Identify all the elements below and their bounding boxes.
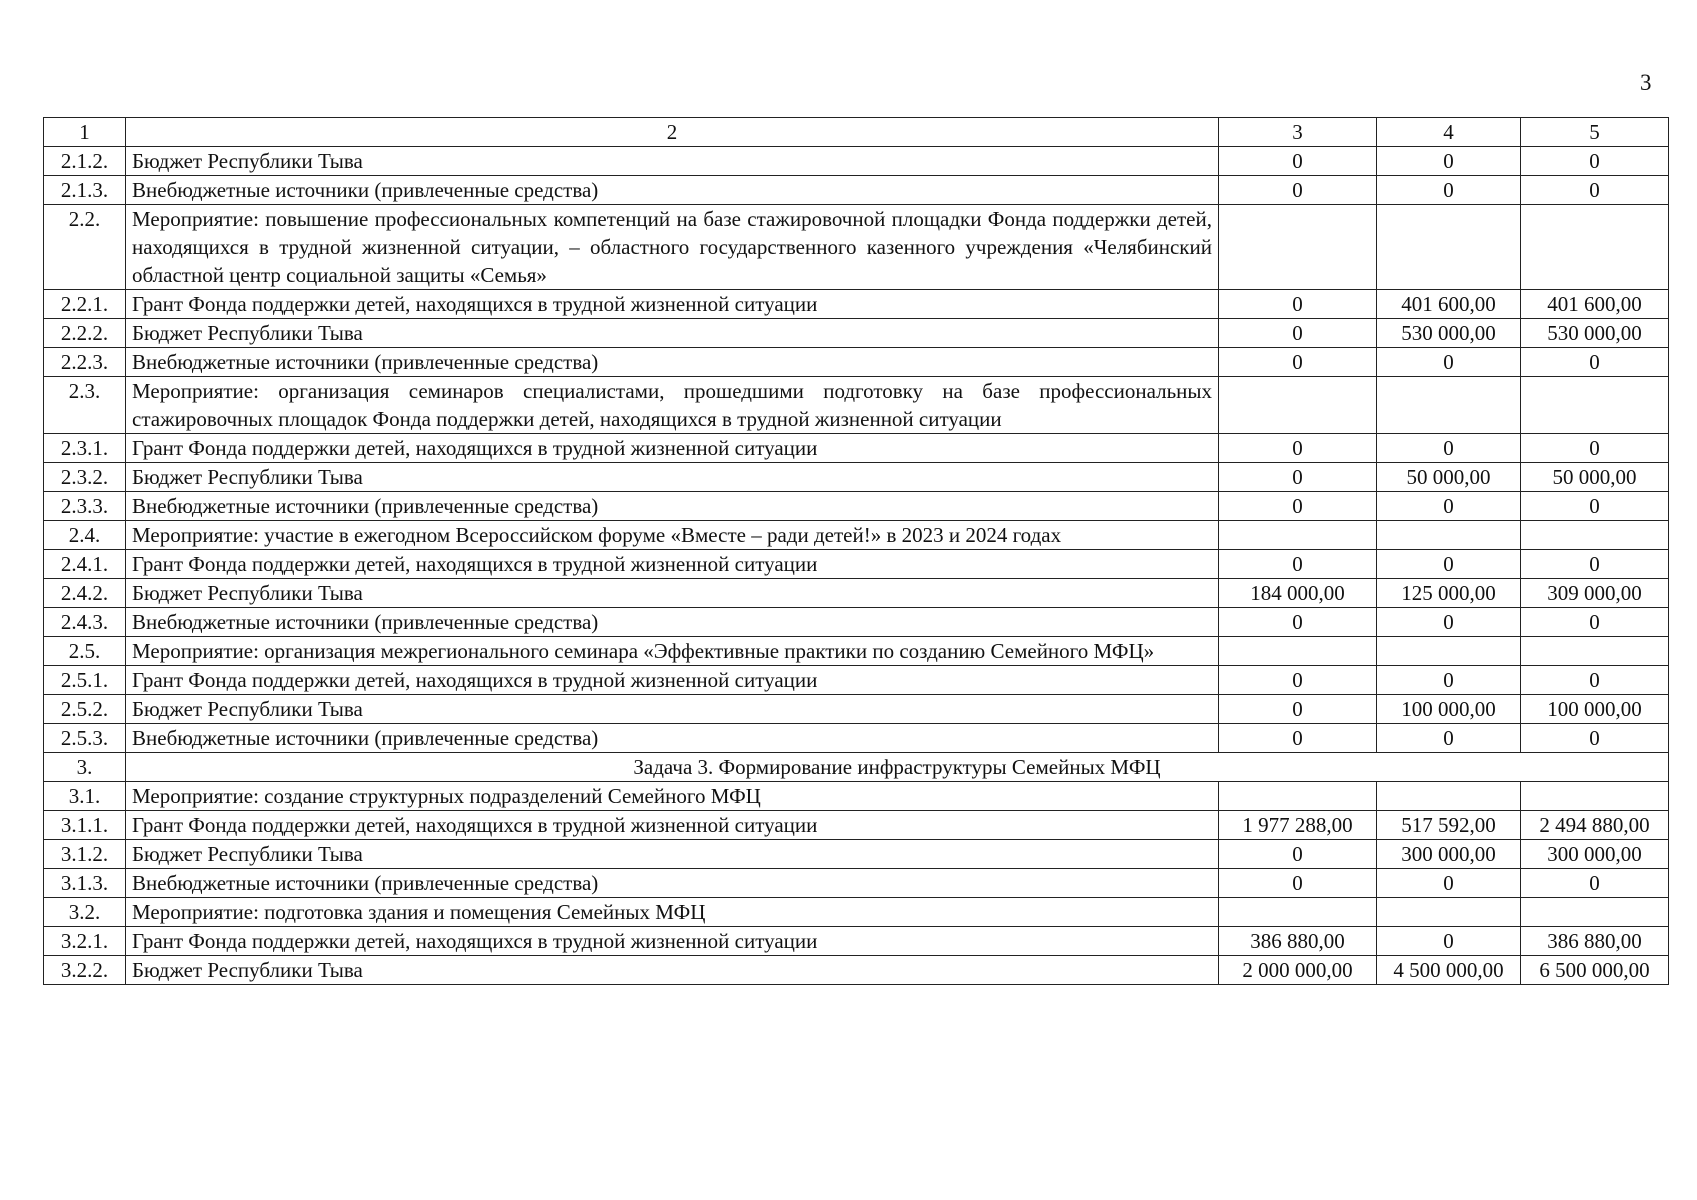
value-col-4: [1377, 205, 1521, 290]
table-row: [44, 434, 1669, 463]
value-col-4: 0: [1377, 608, 1521, 637]
table-row: [44, 176, 1669, 205]
table-row: [44, 927, 1669, 956]
value-col-3: [1219, 782, 1377, 811]
value-col-3: 0: [1219, 319, 1377, 348]
row-description: Грант Фонда поддержки детей, находящихся в трудной жизненной ситуации: [126, 550, 1219, 579]
header-cell-1: 1: [44, 118, 126, 147]
value-col-3: 0: [1219, 290, 1377, 319]
row-number: 2.4.3.: [44, 608, 126, 637]
value-col-5: [1521, 898, 1669, 927]
value-col-5: 0: [1521, 869, 1669, 898]
value-col-5: 309 000,00: [1521, 579, 1669, 608]
value-col-4: 50 000,00: [1377, 463, 1521, 492]
row-number: 3.1.3.: [44, 869, 126, 898]
table-row: [44, 956, 1669, 985]
table-row: [44, 811, 1669, 840]
value-col-4: 0: [1377, 927, 1521, 956]
header-cell-3: 3: [1219, 118, 1377, 147]
value-col-3: [1219, 205, 1377, 290]
value-col-4: 0: [1377, 550, 1521, 579]
value-col-5: 300 000,00: [1521, 840, 1669, 869]
value-col-3: 0: [1219, 434, 1377, 463]
value-col-5: 0: [1521, 608, 1669, 637]
header-cell-5: 5: [1521, 118, 1669, 147]
table-row: [44, 147, 1669, 176]
row-description: Грант Фонда поддержки детей, находящихся в трудной жизненной ситуации: [126, 290, 1219, 319]
table-header-row: [44, 118, 1669, 147]
value-col-5: 100 000,00: [1521, 695, 1669, 724]
value-col-4: 300 000,00: [1377, 840, 1521, 869]
row-number: 3.2.2.: [44, 956, 126, 985]
value-col-4: [1377, 898, 1521, 927]
value-col-4: 4 500 000,00: [1377, 956, 1521, 985]
value-col-3: [1219, 377, 1377, 434]
value-col-5: 530 000,00: [1521, 319, 1669, 348]
row-number: 2.3.2.: [44, 463, 126, 492]
task-heading: Задача 3. Формирование инфраструктуры Семейных МФЦ: [126, 753, 1669, 782]
row-number: 2.5.: [44, 637, 126, 666]
value-col-5: [1521, 521, 1669, 550]
row-description: Грант Фонда поддержки детей, находящихся в трудной жизненной ситуации: [126, 811, 1219, 840]
table-row: [44, 463, 1669, 492]
value-col-3: 184 000,00: [1219, 579, 1377, 608]
row-description: Мероприятие: создание структурных подразделений Семейного МФЦ: [126, 782, 1219, 811]
value-col-5: [1521, 782, 1669, 811]
value-col-4: 0: [1377, 348, 1521, 377]
value-col-3: 386 880,00: [1219, 927, 1377, 956]
value-col-5: 0: [1521, 348, 1669, 377]
value-col-5: [1521, 377, 1669, 434]
row-description: Внебюджетные источники (привлеченные средства): [126, 492, 1219, 521]
value-col-5: 0: [1521, 724, 1669, 753]
value-col-4: 401 600,00: [1377, 290, 1521, 319]
table-row: [44, 608, 1669, 637]
value-col-3: 0: [1219, 348, 1377, 377]
value-col-3: [1219, 637, 1377, 666]
table-row: [44, 205, 1669, 290]
row-description: Внебюджетные источники (привлеченные средства): [126, 869, 1219, 898]
value-col-4: 0: [1377, 724, 1521, 753]
table-row: [44, 666, 1669, 695]
value-col-5: 2 494 880,00: [1521, 811, 1669, 840]
budget-table: [43, 117, 1669, 985]
value-col-5: [1521, 205, 1669, 290]
row-description: Внебюджетные источники (привлеченные средства): [126, 608, 1219, 637]
value-col-4: 100 000,00: [1377, 695, 1521, 724]
value-col-4: 0: [1377, 147, 1521, 176]
value-col-5: 0: [1521, 666, 1669, 695]
table-row: [44, 898, 1669, 927]
value-col-5: 0: [1521, 492, 1669, 521]
row-description: Грант Фонда поддержки детей, находящихся в трудной жизненной ситуации: [126, 927, 1219, 956]
value-col-5: 386 880,00: [1521, 927, 1669, 956]
value-col-4: [1377, 782, 1521, 811]
row-number: 2.3.1.: [44, 434, 126, 463]
value-col-4: [1377, 377, 1521, 434]
row-number: 3.2.: [44, 898, 126, 927]
value-col-5: 401 600,00: [1521, 290, 1669, 319]
value-col-4: 0: [1377, 869, 1521, 898]
row-description: Бюджет Республики Тыва: [126, 319, 1219, 348]
row-number: 2.2.1.: [44, 290, 126, 319]
row-description: Внебюджетные источники (привлеченные средства): [126, 348, 1219, 377]
value-col-5: 0: [1521, 176, 1669, 205]
value-col-3: 0: [1219, 695, 1377, 724]
value-col-5: [1521, 637, 1669, 666]
row-description: Бюджет Республики Тыва: [126, 147, 1219, 176]
row-description: Бюджет Республики Тыва: [126, 579, 1219, 608]
value-col-3: 0: [1219, 147, 1377, 176]
budget-table-body: [44, 118, 1669, 985]
row-number: 2.5.2.: [44, 695, 126, 724]
row-number: 2.4.2.: [44, 579, 126, 608]
row-description: Мероприятие: повышение профессиональных компетенций на базе стажировочной площадки Фонда поддержки детей, находящихся в трудной жизненной ситуации, – областного государственного казенного учреждения «Челябинский областной центр социальной защиты «Семья»: [126, 205, 1219, 290]
row-description: Грант Фонда поддержки детей, находящихся в трудной жизненной ситуации: [126, 434, 1219, 463]
value-col-3: [1219, 898, 1377, 927]
page-number: 3: [1640, 70, 1652, 95]
table-row: [44, 637, 1669, 666]
table-row: [44, 348, 1669, 377]
row-number: 3.: [44, 753, 126, 782]
value-col-4: 0: [1377, 176, 1521, 205]
value-col-3: 1 977 288,00: [1219, 811, 1377, 840]
row-number: 3.2.1.: [44, 927, 126, 956]
value-col-3: 0: [1219, 550, 1377, 579]
value-col-3: 0: [1219, 840, 1377, 869]
value-col-5: 6 500 000,00: [1521, 956, 1669, 985]
row-number: 2.2.3.: [44, 348, 126, 377]
row-number: 2.3.: [44, 377, 126, 434]
table-row: [44, 550, 1669, 579]
value-col-4: 0: [1377, 434, 1521, 463]
value-col-3: 0: [1219, 176, 1377, 205]
row-description: Мероприятие: участие в ежегодном Всероссийском форуме «Вместе – ради детей!» в 2023 и 2024 годах: [126, 521, 1219, 550]
value-col-3: 0: [1219, 492, 1377, 521]
row-number: 2.1.2.: [44, 147, 126, 176]
row-description: Бюджет Республики Тыва: [126, 840, 1219, 869]
table-row: [44, 753, 1669, 782]
value-col-4: 125 000,00: [1377, 579, 1521, 608]
row-description: Мероприятие: подготовка здания и помещения Семейных МФЦ: [126, 898, 1219, 927]
value-col-4: [1377, 637, 1521, 666]
value-col-3: 0: [1219, 724, 1377, 753]
value-col-3: 2 000 000,00: [1219, 956, 1377, 985]
table-row: [44, 840, 1669, 869]
value-col-3: [1219, 521, 1377, 550]
row-description: Внебюджетные источники (привлеченные средства): [126, 724, 1219, 753]
table-row: [44, 782, 1669, 811]
row-number: 2.5.3.: [44, 724, 126, 753]
row-description: Внебюджетные источники (привлеченные средства): [126, 176, 1219, 205]
row-number: 2.4.1.: [44, 550, 126, 579]
row-number: 2.4.: [44, 521, 126, 550]
value-col-5: 0: [1521, 434, 1669, 463]
row-description: Бюджет Республики Тыва: [126, 695, 1219, 724]
table-row: [44, 579, 1669, 608]
value-col-4: 517 592,00: [1377, 811, 1521, 840]
table-row: [44, 695, 1669, 724]
value-col-3: 0: [1219, 463, 1377, 492]
table-row: [44, 869, 1669, 898]
value-col-4: 530 000,00: [1377, 319, 1521, 348]
value-col-4: [1377, 521, 1521, 550]
row-description: Мероприятие: организация межрегионального семинара «Эффективные практики по созданию Семейного МФЦ»: [126, 637, 1219, 666]
value-col-3: 0: [1219, 608, 1377, 637]
row-description: Бюджет Республики Тыва: [126, 463, 1219, 492]
row-description: Бюджет Республики Тыва: [126, 956, 1219, 985]
value-col-4: 0: [1377, 492, 1521, 521]
table-row: [44, 319, 1669, 348]
row-number: 2.3.3.: [44, 492, 126, 521]
header-cell-4: 4: [1377, 118, 1521, 147]
value-col-3: 0: [1219, 666, 1377, 695]
row-description: Мероприятие: организация семинаров специалистами, прошедшими подготовку на базе профессиональных стажировочных площадок Фонда поддержки детей, находящихся в трудной жизненной ситуации: [126, 377, 1219, 434]
row-number: 2.2.: [44, 205, 126, 290]
table-row: [44, 521, 1669, 550]
table-row: [44, 377, 1669, 434]
row-description: Грант Фонда поддержки детей, находящихся в трудной жизненной ситуации: [126, 666, 1219, 695]
value-col-5: 50 000,00: [1521, 463, 1669, 492]
table-row: [44, 290, 1669, 319]
value-col-5: 0: [1521, 147, 1669, 176]
row-number: 2.1.3.: [44, 176, 126, 205]
row-number: 3.1.: [44, 782, 126, 811]
row-number: 3.1.2.: [44, 840, 126, 869]
value-col-3: 0: [1219, 869, 1377, 898]
table-row: [44, 724, 1669, 753]
table-row: [44, 492, 1669, 521]
value-col-4: 0: [1377, 666, 1521, 695]
header-cell-2: 2: [126, 118, 1219, 147]
row-number: 3.1.1.: [44, 811, 126, 840]
value-col-5: 0: [1521, 550, 1669, 579]
row-number: 2.5.1.: [44, 666, 126, 695]
row-number: 2.2.2.: [44, 319, 126, 348]
